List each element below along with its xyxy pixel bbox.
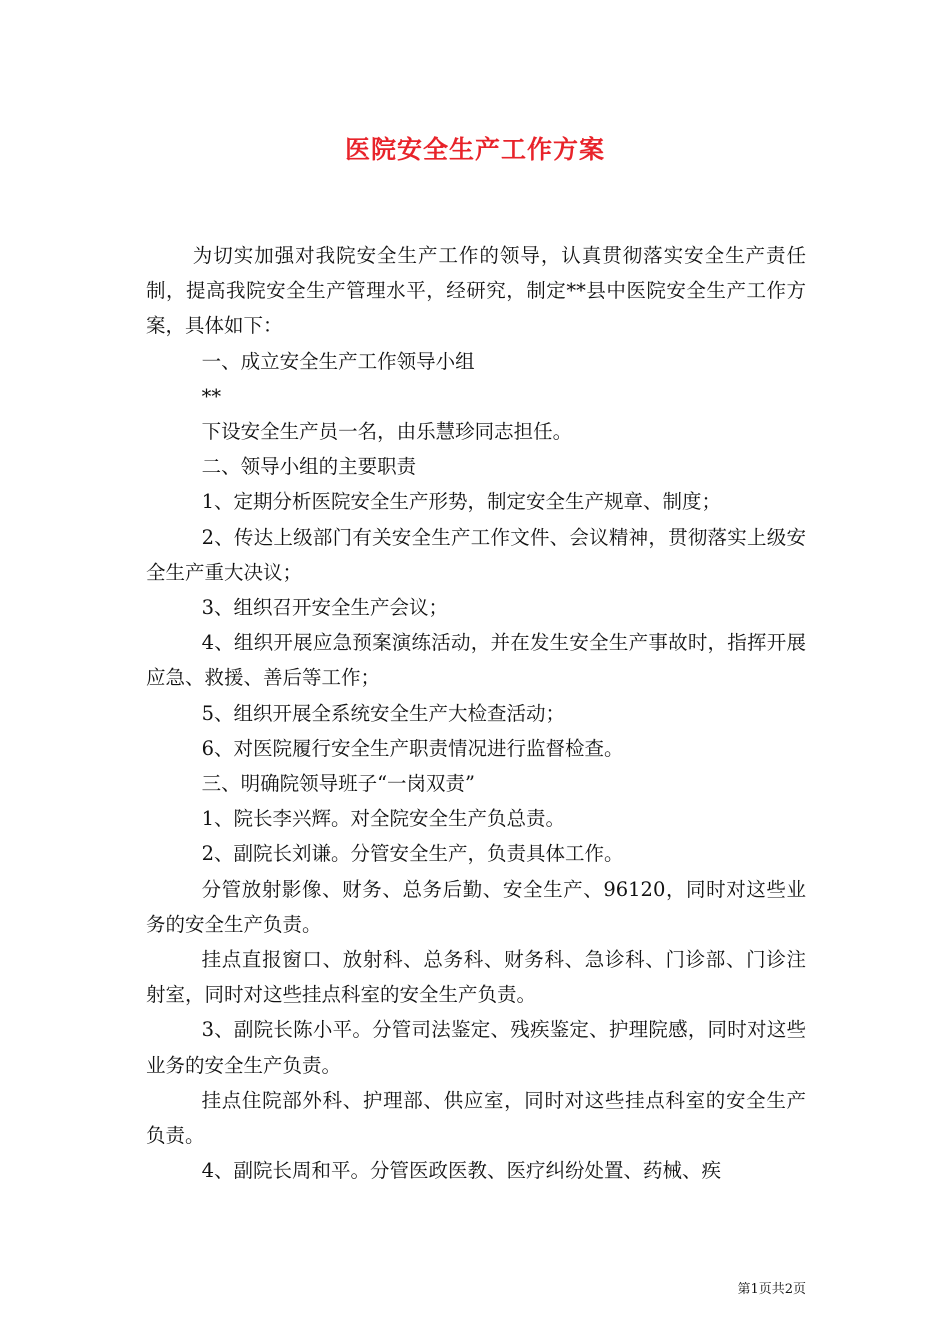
paragraph: 下设安全生产员一名，由乐慧珍同志担任。 (201, 420, 573, 444)
leader-item-4: 4、副院长周和平。分管医政医教、医疗纠纷处置、药械、疾 (201, 1159, 721, 1183)
duty-item-1: 1、定期分析医院安全生产形势，制定安全生产规章、制度； (201, 490, 721, 514)
duty-item-5: 5、组织开展全系统安全生产大检查活动； (201, 701, 565, 725)
paragraph-placeholder: ** (201, 384, 222, 408)
page-number: 第1页共2页 (737, 1282, 806, 1297)
paragraph: 挂点住院部外科、护理部、供应室，同时对这些挂点科室的安全生产负责。 (146, 1088, 806, 1148)
document-body (146, 238, 806, 1188)
leader-item-2: 2、副院长刘谦。分管安全生产，负责具体工作。 (201, 842, 624, 866)
paragraph: 挂点直报窗口、放射科、总务科、财务科、急诊科、门诊部、门诊注射室，同时对这些挂点科室的安全生产负责。 (146, 948, 806, 1007)
duty-item-4: 4、组织开展应急预案演练活动，并在发生安全生产事故时，指挥开展应急、救援、善后等工作； (146, 631, 806, 690)
section-heading-2: 二、领导小组的主要职责 (201, 455, 417, 479)
duty-item-6: 6、对医院履行安全生产职责情况进行监督检查。 (201, 736, 624, 760)
leader-item-1: 1、院长李兴辉。对全院安全生产负总责。 (201, 807, 565, 831)
paragraph: 分管放射影像、财务、总务后勤、安全生产、96120，同时对这些业务的安全生产负责。 (146, 877, 806, 936)
paragraph-intro: 为切实加强对我院安全生产工作的领导，认真贯彻落实安全生产责任制，提高我院安全生产管理水平，经研究，制定**县中医院安全生产工作方案，具体如下： (146, 244, 806, 338)
duty-item-2: 2、传达上级部门有关安全生产工作文件、会议精神，贯彻落实上级安全生产重大决议； (146, 525, 806, 584)
section-heading-1: 一、成立安全生产工作领导小组 (201, 349, 475, 373)
document-title: 医院安全生产工作方案 (344, 135, 605, 164)
leader-item-3: 3、副院长陈小平。分管司法鉴定、残疾鉴定、护理院感，同时对这些业务的安全生产负责。 (146, 1018, 806, 1077)
duty-item-3: 3、组织召开安全生产会议； (201, 596, 448, 620)
section-heading-3: 三、明确院领导班子“一岗双责” (201, 772, 476, 796)
